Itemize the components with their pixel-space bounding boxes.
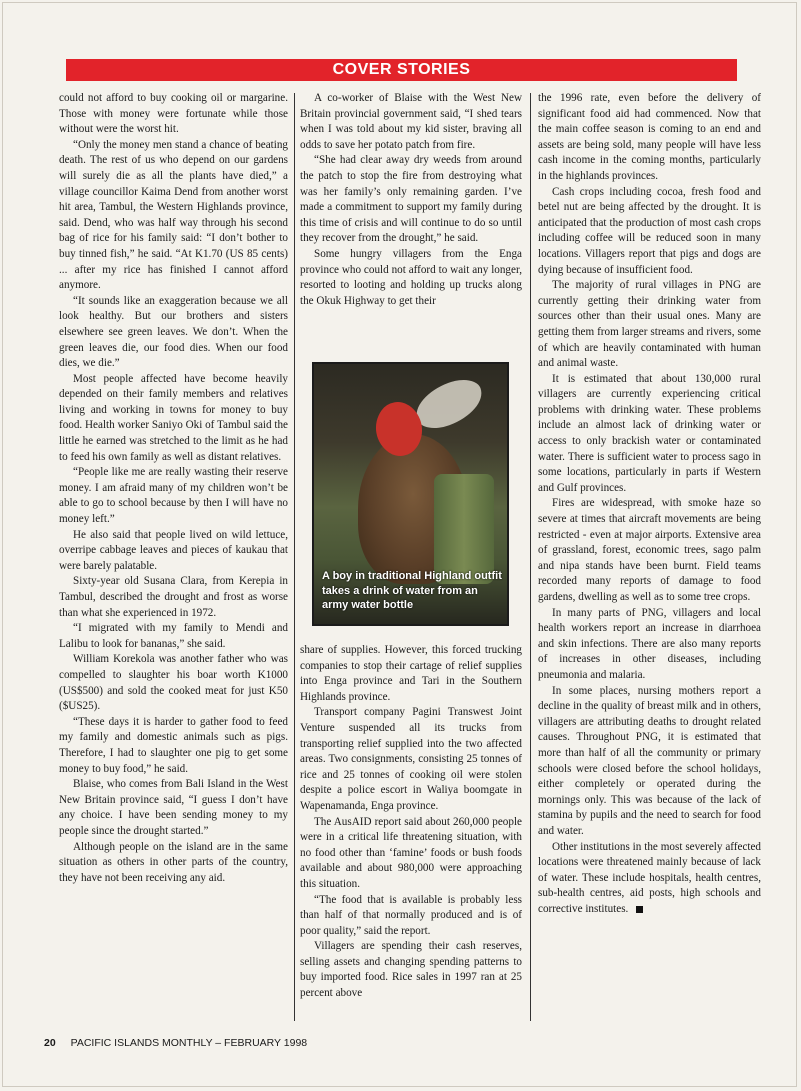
paragraph: Fires are widespread, with smoke haze so severe at times that aircraft movements are being restricted - even at major airports. Extensive area of grassland, forest, economic trees, sago palm and nipa stands have been burnt. Field teams recorded many reports of damage to food gardens, dwelling as well as to some tree crops. — [538, 497, 761, 603]
article-column-2-top — [300, 91, 522, 309]
end-of-article-mark — [636, 906, 643, 913]
paragraph-text: Other institutions in the most severely affected locations were threatened mainly because of lack of water. These include hospitals, health centres, sub-health centres, aid posts, high schools and corrective institutes. — [538, 840, 761, 915]
paragraph: share of supplies. However, this forced trucking companies to stop their cartage of relief supplies into Enga province and Tari in the Southern Highlands province. — [300, 644, 522, 703]
paragraph: “Only the money men stand a chance of beating death. The rest of us who depend on our gardens will surely die as all the plants have died,” a village councillor Kaima Dend from another worst hit area, Tambul, the Western Highlands province, said. Dend, who was half way through his second bag of rice for his family said: “I don’t bother to buy tinned fish,” he said. “At K1.70 (US 85 cents) ... after my rice has finished I cannot afford anymore. — [59, 138, 288, 292]
paragraph: “These days it is harder to gather food to feed my family and domestic animals such as pigs. Therefore, I had to slaughter one pig to get some money to buy food,” he said. — [59, 715, 288, 775]
paragraph: In many parts of PNG, villagers and local health workers report an increase in diarrhoea and skin infections. There are also many reports of increases in other diseases, including pneumonia and malaria. — [538, 606, 761, 681]
article-column-3 — [538, 91, 761, 917]
paragraph: “It sounds like an exaggeration because we all look healthy. But our brothers and sisters elsewhere see green leaves. We don’t. When the green leaves die, our food dies. When our food dies, we die.” — [59, 294, 288, 370]
paragraph: the 1996 rate, even before the delivery of significant food aid had commenced. Now that the main coffee season is coming to an end and assets are being sold, many people will have less cash income in the coming months, particularly in the highlands provinces. — [538, 92, 761, 182]
article-column-1 — [59, 91, 288, 886]
paragraph: “I migrated with my family to Mendi and Lalibu to look for bananas,” she said. — [59, 622, 288, 650]
paragraph: A co-worker of Blaise with the West New Britain provincial government said, “I shed tears when I was told about my kid sister, braving all odds to save her potato patch from fire. — [300, 92, 522, 151]
paragraph: William Korekola was another father who was compelled to slaughter his boar worth K1000 (US$500) and sold the cooked meat for just K50 ($US25). — [59, 653, 288, 713]
publication-name: PACIFIC ISLANDS MONTHLY – FEBRUARY 1998 — [70, 1037, 308, 1049]
article-column-2-bottom — [300, 643, 522, 1002]
paragraph: Transport company Pagini Transwest Joint Venture suspended all its trucks from transporting relief supplied into the two affected areas. Two consignments, consisting 25 tonnes of rice and 25 tonnes of cooking oil were stolen despite a police escort in Waliya boomgate in Wapenamanda, Enga province. — [300, 706, 522, 812]
water-bottle — [434, 474, 494, 584]
paragraph: Although people on the island are in the same situation as others in other parts of the country, they have not been receiving any aid. — [59, 840, 288, 884]
paragraph: It is estimated that about 130,000 rural villagers are currently experiencing critical problems with drinking water. These problems include an almost lack of drinking water or access to only brackish water or contaminated water. There is sufficient water to process sago in some locations, particularly in parts if Western and Gulf provinces. — [538, 372, 761, 494]
paragraph: could not afford to buy cooking oil or margarine. Those with money were fortunate while those without were the worst hit. — [59, 92, 288, 136]
paragraph: “The food that is available is probably less than half of that normally produced and is of poor quality,” said the report. — [300, 893, 522, 937]
paragraph: The majority of rural villages in PNG are currently getting their drinking water from sources other than their usual ones. Many are getting them from larger streams and rivers, some of which are heavily contaminated with human and animal waste. — [538, 279, 761, 370]
paragraph: He also said that people lived on wild lettuce, overripe cabbage leaves and pieces of kaukau that were barely palatable. — [59, 528, 288, 572]
paragraph: In some places, nursing mothers report a decline in the quality of breast milk and in others, villagers are attributing deaths to drought related causes. Throughout PNG, it is estimated that more than half of all the community or primary schools were closed before the school holidays, either completely or operated during the mornings only. This was because of the lack of stamina by pupils and the need to search for food and water. — [538, 684, 761, 837]
paragraph: The AusAID report said about 260,000 people were in a critical life threatening situation, with no food other than ‘famine’ foods or bush foods available and about 980,000 were approaching this situation. — [300, 815, 522, 890]
paragraph: “People like me are really wasting their reserve money. I am afraid many of my children won’t be able to go to school because by then I will have no money left.” — [59, 466, 288, 526]
paragraph: Some hungry villagers from the Enga province who could not afford to wait any longer, resorted to looting and holding up trucks along the Okuk Highway to get their — [300, 247, 522, 307]
paragraph: Most people affected have become heavily depended on their family members and relatives living and working in towns for money to buy food. Health worker Saniyo Oki of Tambul said the little he earned was stretched to the limit as he had to feed his own family as well as distant relatives. — [59, 372, 288, 463]
column-rule — [530, 93, 531, 1021]
paragraph — [538, 840, 761, 918]
paragraph: Blaise, who comes from Bali Island in the West New Britain province said, “I guess I don’t have any choice. I have been sending money to my people since the drought started.” — [59, 778, 288, 837]
section-banner — [66, 59, 737, 81]
section-banner-label: COVER STORIES — [332, 61, 471, 78]
paragraph: Sixty-year old Susana Clara, from Kerepia in Tambul, described the drought and frost as worse than what she experienced in 1972. — [59, 575, 288, 619]
paragraph: Villagers are spending their cash reserves, selling assets and changing spending patterns to buy imported food. Rice sales in 1997 ran at 25 percent above — [300, 940, 522, 1000]
page-number: 20 — [44, 1037, 56, 1049]
photo-boy-drinking-water — [312, 362, 509, 626]
paragraph: Cash crops including cocoa, fresh food and betel nut are being affected by the drought. It is anticipated that the production of most cash crops including coffee will be reduced soon in many locations. Villagers report that pigs and dogs are dying because of insufficient food. — [538, 185, 761, 276]
page-footer — [44, 1037, 307, 1049]
column-rule — [294, 93, 295, 1021]
photo-caption: A boy in traditional Highland outfit takes a drink of water from an army water bottle — [322, 570, 502, 611]
paragraph: “She had clear away dry weeds from around the patch to stop the fire from destroying what was her family’s only remaining garden. I’ve made a commitment to support my family during this time of crisis and will continue to do so until they recover from the drought,” he said. — [300, 154, 522, 245]
